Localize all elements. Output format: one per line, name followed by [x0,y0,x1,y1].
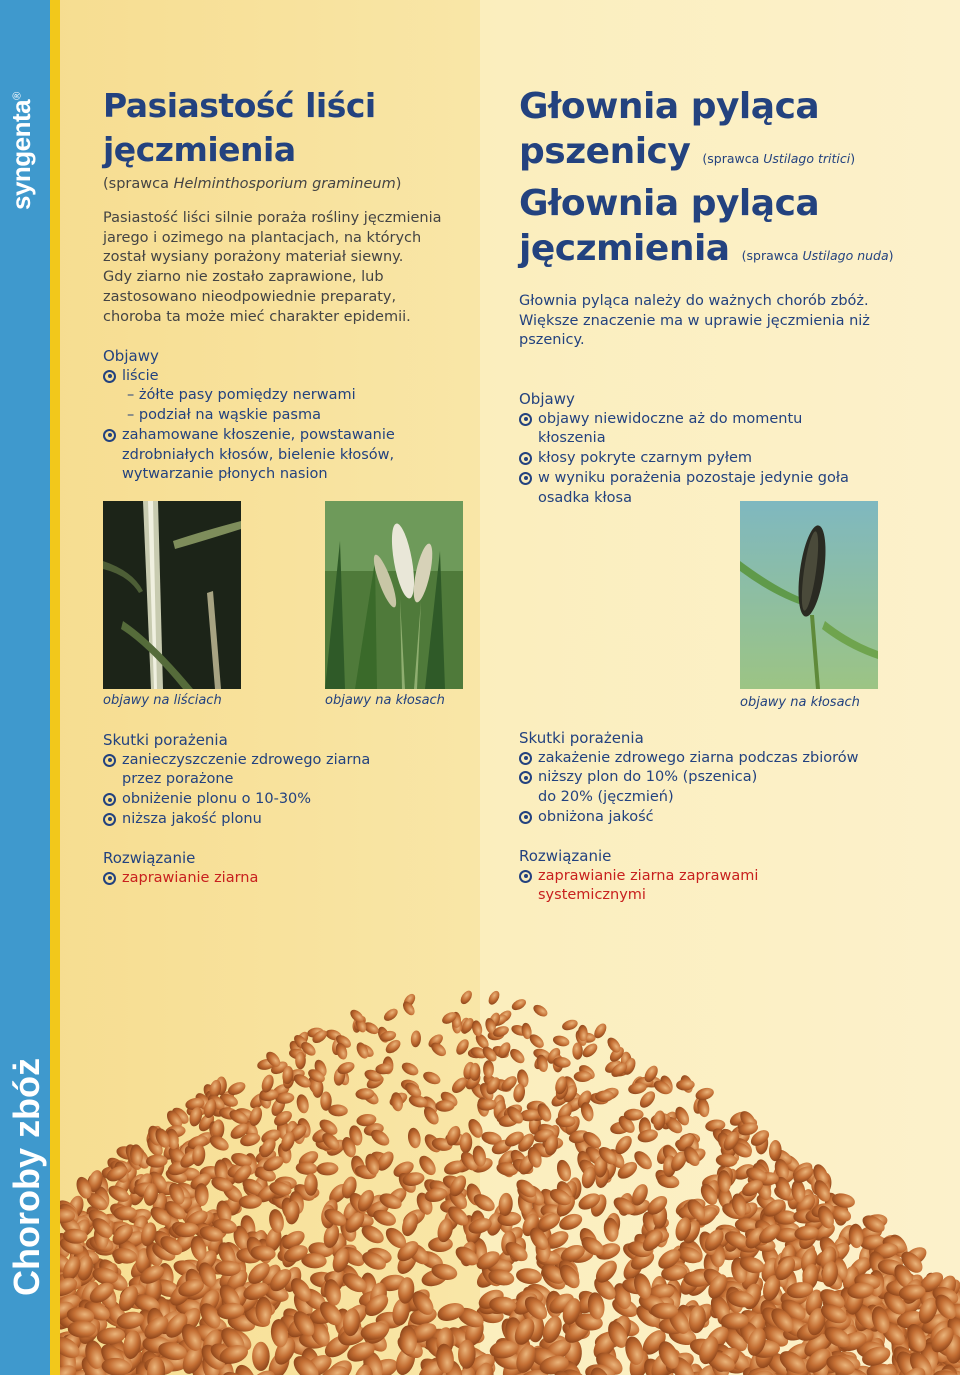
right-symptoms: Objawy objawy niewidoczne aż do momentu kłoszenia kłosy pokryte czarnym pyłem w wyniku porażenia pozostaje jedynie goła osadka kłosa [519,390,909,508]
left-effects: Skutki porażenia zanieczyszczenie zdrowego ziarna przez porażone obniżenie plonu o 10-30% niższa jakość plonu [103,731,483,830]
grain [410,1030,421,1048]
bullet-icon [519,452,532,465]
bullet-icon [519,870,532,883]
right-intro: Głownia pyląca należy do ważnych chorób zbóż. Większe znaczenie ma w uprawie jęczmienia niż pszenicy. [519,293,870,349]
caption-leaf: objawy na liściach [103,693,222,708]
left-cause: (sprawca Helminthosporium gramineum) [103,176,402,192]
right-title: Głownia pyląca pszenicy (sprawca Ustilago tritici) Głownia pyląca jęczmienia (sprawca Ustilago nuda) [519,86,894,269]
grain [486,989,501,1006]
left-symptoms-title: Objawy [103,347,159,365]
caption-ear-left: objawy na kłosach [325,693,445,708]
grain [561,1018,579,1032]
bullet-icon [103,754,116,767]
bullet-icon [519,811,532,824]
grain [295,1093,310,1114]
bullet-icon [103,872,116,885]
ear-smut-photo [740,501,878,689]
grain [295,1161,318,1176]
section-title-vertical: Choroby zbóż [6,1058,47,1296]
bullet-icon [103,813,116,826]
grain [552,1034,571,1048]
left-effects-title: Skutki porażenia [103,731,228,749]
grain [316,1162,338,1176]
bullet-icon [103,793,116,806]
grain [400,1060,421,1078]
grain [382,1006,400,1023]
left-intro: Pasiastość liści silnie poraża rośliny jęczmienia jarego i ozimego na plantacjach, na których został wysiany porażony materiał siewny. Gdy ziarno nie zostało zaprawione, lub zastosowano nieodpowiednie preparaty, choroba ta może mieć charakter epidemii. [103,210,442,325]
left-symptoms: Objawy liście – żółte pasy pomiędzy nerwami – podział na wąskie pasma zahamowane kłoszenie, powstawanie zdrobniałych kłosów, bielenie kłosów, wytwarzanie płonych nasion [103,347,483,485]
left-title: Pasiastość liści jęczmienia [103,86,376,169]
sidebar-stripe [50,0,60,1375]
grain [531,1003,549,1019]
right-effects: Skutki porażenia zakażenie zdrowego ziarna podczas zbiorów niższy plon do 10% (pszenica) do 20% (jęczmień) obniżona jakość [519,729,909,828]
leaf-symptoms-photo [103,501,241,689]
grain [483,1060,494,1078]
grain [510,997,528,1013]
grain [515,1267,543,1286]
grain [407,1127,422,1149]
bullet-icon [103,370,116,383]
right-solution-title: Rozwiązanie [519,847,612,865]
ear-symptoms-photo-left [325,501,463,689]
right-solution: Rozwiązanie zaprawianie ziarna zaprawami systemicznymi [519,847,909,906]
right-symptoms-title: Objawy [519,390,575,408]
bullet-icon [103,429,116,442]
grain [555,1158,574,1183]
grain [252,1342,270,1371]
right-effects-title: Skutki porażenia [519,729,644,747]
bullet-icon [519,472,532,485]
grain [421,1069,442,1086]
grain [507,1046,527,1066]
grain-pile-image [60,920,960,1375]
left-solution-title: Rozwiązanie [103,849,196,867]
bullet-icon [519,413,532,426]
left-solution: Rozwiązanie zaprawianie ziarna [103,849,483,888]
grain [458,989,474,1006]
bullet-icon [519,752,532,765]
caption-ear-right: objawy na kłosach [740,695,860,710]
bullet-icon [519,771,532,784]
grain [572,1043,582,1060]
syngenta-logo: syngenta® [6,92,36,210]
